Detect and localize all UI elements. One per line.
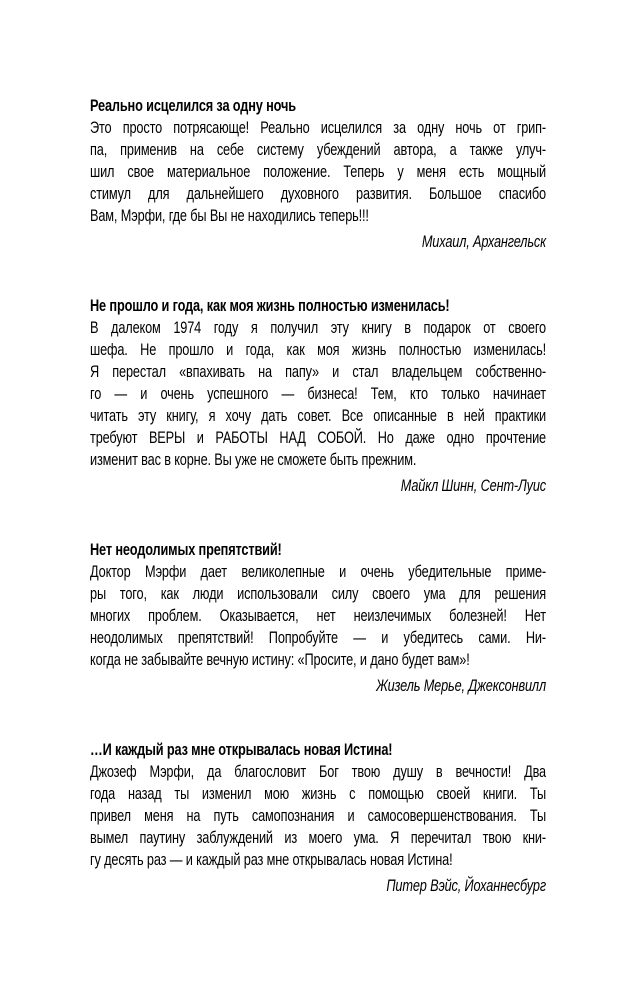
testimonial-attribution: Питер Вэйс, Йоханнесбург: [386, 876, 546, 895]
testimonial-body: [90, 761, 546, 871]
testimonial-attribution: Жизель Мерье, Джексонвилл: [376, 676, 546, 695]
testimonial-body-line: когда не забывайте вечную истину: «Просите, и дано будет вам»!: [90, 650, 470, 669]
testimonial-body-line: многих проблем. Оказывается, нет неизлечимых болезней! Нет: [90, 606, 546, 625]
testimonial-section: [90, 95, 546, 253]
testimonial-body: [90, 561, 546, 671]
testimonial-body-line: неодолимых препятствий! Попробуйте — и убедитесь сами. Ни-: [90, 628, 546, 647]
testimonial-body: [90, 317, 546, 471]
testimonial-body-line: Джозеф Мэрфи, да благословит Бог твою душу в вечности! Два: [90, 762, 546, 781]
testimonial-body-line: стимул для дальнейшего духовного развития. Большое спасибо: [90, 184, 546, 203]
testimonial-body-line: читать эту книгу, я хочу дать совет. Все описанные в ней практики: [90, 406, 546, 425]
testimonial-body: [90, 117, 546, 227]
testimonial-body-line: вымел паутину заблуждений из моего ума. Я перечитал твою кни-: [90, 828, 546, 847]
testimonial-body-line: требуют ВЕРЫ и РАБОТЫ НАД СОБОЙ. Но даже одно прочтение: [90, 428, 546, 447]
testimonial-heading: Нет неодолимых препятствий!: [90, 540, 282, 559]
testimonial-body-line: гу десять раз — и каждый раз мне открывалась новая Истина!: [90, 850, 453, 869]
testimonial-body-line: Вам, Мэрфи, где бы Вы не находились теперь!!!: [90, 206, 369, 225]
testimonial-body-line: В далеком 1974 году я получил эту книгу в подарок от своего: [90, 318, 546, 337]
testimonial-body-line: па, применив на себе систему убеждений автора, а также улуч-: [90, 140, 546, 159]
testimonial-heading: …И каждый раз мне открывалась новая Истина!: [90, 740, 393, 759]
testimonial-body-line: привел меня на путь самопознания и самосовершенствования. Ты: [90, 806, 546, 825]
testimonial-body-line: изменит вас в корне. Вы уже не сможете быть прежним.: [90, 450, 417, 469]
testimonial-body-line: Это просто потрясающе! Реально исцелился за одну ночь от грип-: [90, 118, 546, 137]
testimonial-attribution: Михаил, Архангельск: [421, 232, 546, 251]
testimonial-section: [90, 539, 546, 697]
testimonial-body-line: Доктор Мэрфи дает великолепные и очень убедительные приме-: [90, 562, 546, 581]
testimonial-heading: Не прошло и года, как моя жизнь полностью изменилась!: [90, 296, 450, 315]
testimonial-body-line: шил свое материальное положение. Теперь у меня есть мощный: [90, 162, 546, 181]
testimonial-section: [90, 295, 546, 497]
testimonial-body-line: года назад ты изменил мою жизнь с помощью своей книги. Ты: [90, 784, 546, 803]
testimonial-body-line: ры того, как люди использовали силу своего ума для решения: [90, 584, 546, 603]
testimonial-section: [90, 739, 546, 897]
testimonial-attribution: Майкл Шинн, Сент-Луис: [400, 476, 546, 495]
testimonial-body-line: го — и очень успешного — бизнеса! Тем, кто только начинает: [90, 384, 546, 403]
testimonial-body-line: Я перестал «впахивать на папу» и стал владельцем собственно-: [90, 362, 546, 381]
testimonial-body-line: шефа. Не прошло и года, как моя жизнь полностью изменилась!: [90, 340, 546, 359]
testimonial-heading: Реально исцелился за одну ночь: [90, 96, 296, 115]
